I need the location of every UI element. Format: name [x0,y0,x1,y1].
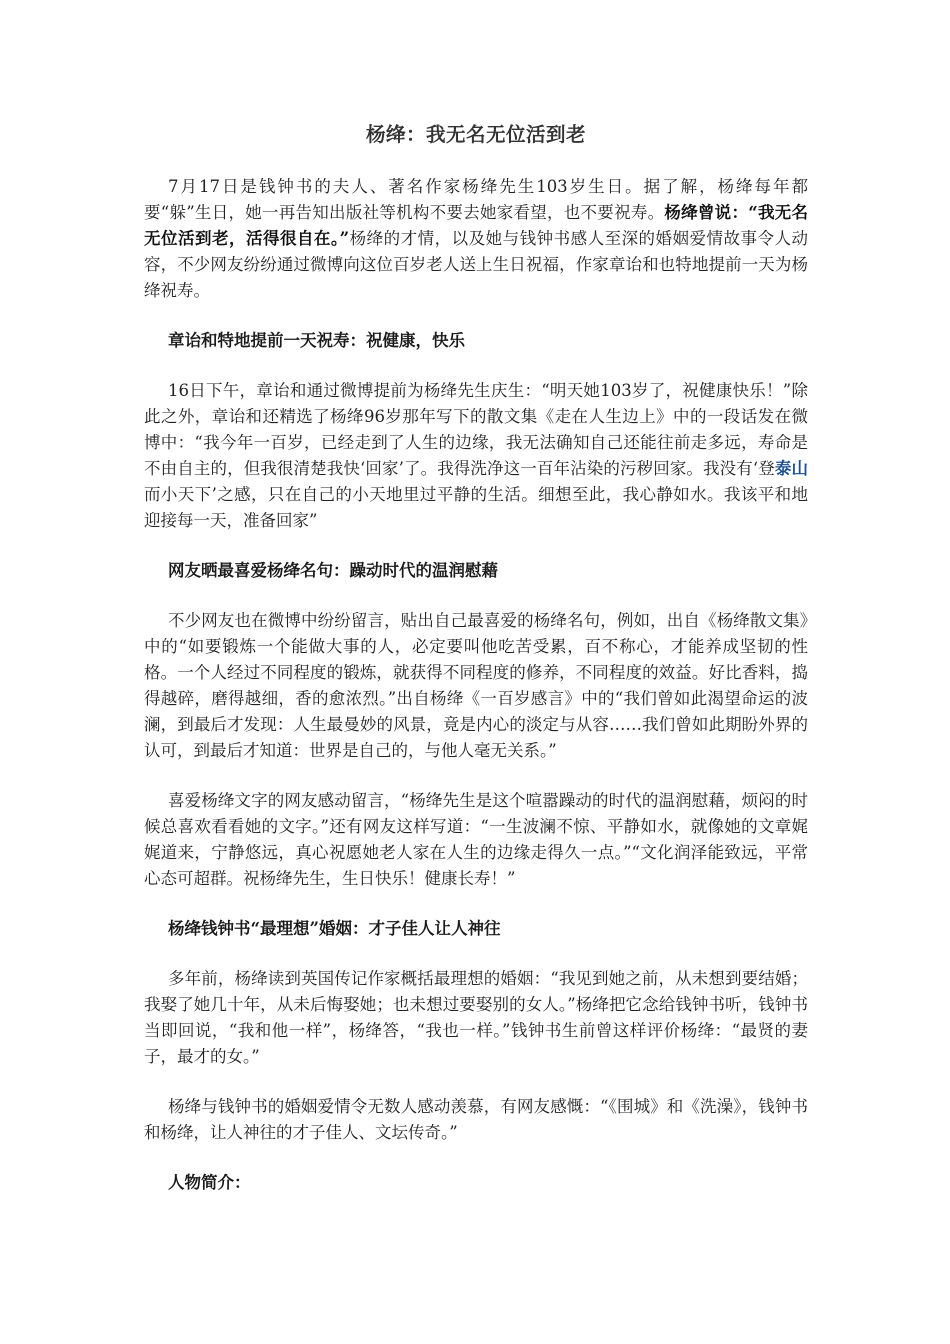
intro-quote-bold: 杨绛曾说：“我无名无位活到老，活得很自在。” [144,203,808,248]
article-title: 杨绛：我无名无位活到老 [365,123,586,146]
zhang-text-a: 16日下午，章诒和通过微博提前为杨绛先生庆生：“明天她103岁了，祝健康快乐！”除此之外，章诒和还精选了杨绛96岁那年写下的散文集《走在人生边上》中的一段话发在微博中：“我今年一百岁，已经走到了人生的边缘，我无法确知自己还能往前走多远，寿命是不由自主的，但我很清楚我快‘回家’了。我得洗净这一百年沾染的污秽回家。我没有‘登 [144,381,808,478]
paragraph-zhang-yihe [144,378,808,534]
paragraph-envy: 杨绛与钱钟书的婚姻爱情令无数人感动羡慕，有网友感慨：“《围城》和《洗澡》，钱钟书和杨绛，让人神往的才子佳人、文坛传奇。” [144,1097,808,1142]
paragraph-intro [144,174,808,304]
section-heading-ideal-marriage: 杨绛钱钟书“最理想”婚姻：才子佳人让人神往 [168,919,501,938]
zhang-text-b: 而小天下’之感，只在自己的小天地里过平静的生活。细想至此，我心静如水。我该平和地迎接每一天，准备回家” [144,485,808,530]
section-heading-profile: 人物简介： [168,1173,251,1192]
section-heading-favorite-quotes: 网友晒最喜爱杨绛名句：躁动时代的温润慰藉 [168,561,498,580]
intro-text-a: 7月17日是钱钟书的夫人、著名作家杨绛先生103岁生日。据了解，杨绛每年都要“躲”生日，她一再告知出版社等机构不要去她家看望，也不要祝寿。 [144,177,808,222]
article [144,118,808,1196]
paragraph-ideal-marriage: 多年前，杨绛读到英国传记作家概括最理想的婚姻：“我见到她之前，从未想到要结婚；我娶了她几十年，从未后悔娶她；也未想过要娶别的女人。”杨绛把它念给钱钟书听，钱钟书当即回说，“我和他一样”，杨绛答，“我也一样。”钱钟书生前曾这样评价杨绛：“最贤的妻子，最才的女。” [144,969,808,1066]
paragraph-netizen-messages: 喜爱杨绛文字的网友感动留言，“杨绛先生是这个喧嚣躁动的时代的温润慰藉，烦闷的时候总喜欢看看她的文字。”还有网友这样写道：“一生波澜不惊、平静如水，就像她的文章娓娓道来，宁静悠远，真心祝愿她老人家在人生的边缘走得久一点。”“文化润泽能致远，平常心态可超群。祝杨绛先生，生日快乐！健康长寿！” [144,791,808,888]
section-heading-birthday-wish: 章诒和特地提前一天祝寿：祝健康，快乐 [168,331,465,350]
intro-text-b: 杨绛的才情，以及她与钱钟书感人至深的婚姻爱情故事令人动容，不少网友纷纷通过微博向这位百岁老人送上生日祝福，作家章诒和也特地提前一天为杨绛祝寿。 [144,229,808,300]
paragraph-netizen-quotes: 不少网友也在微博中纷纷留言，贴出自己最喜爱的杨绛名句，例如，出自《杨绛散文集》中的“如要锻炼一个能做大事的人，必定要叫他吃苦受累，百不称心，才能养成坚韧的性格。一个人经过不同程度的锻炼，就获得不同程度的修养，不同程度的效益。好比香料，捣得越碎，磨得越细，香的愈浓烈。”出自杨绛《一百岁感言》中的“我们曾如此渴望命运的波澜，到最后才发现：人生最曼妙的风景，竟是内心的淡定与从容……我们曾如此期盼外界的认可，到最后才知道：世界是自己的，与他人毫无关系。” [144,611,808,760]
taishan-link[interactable]: 泰山 [774,459,808,478]
